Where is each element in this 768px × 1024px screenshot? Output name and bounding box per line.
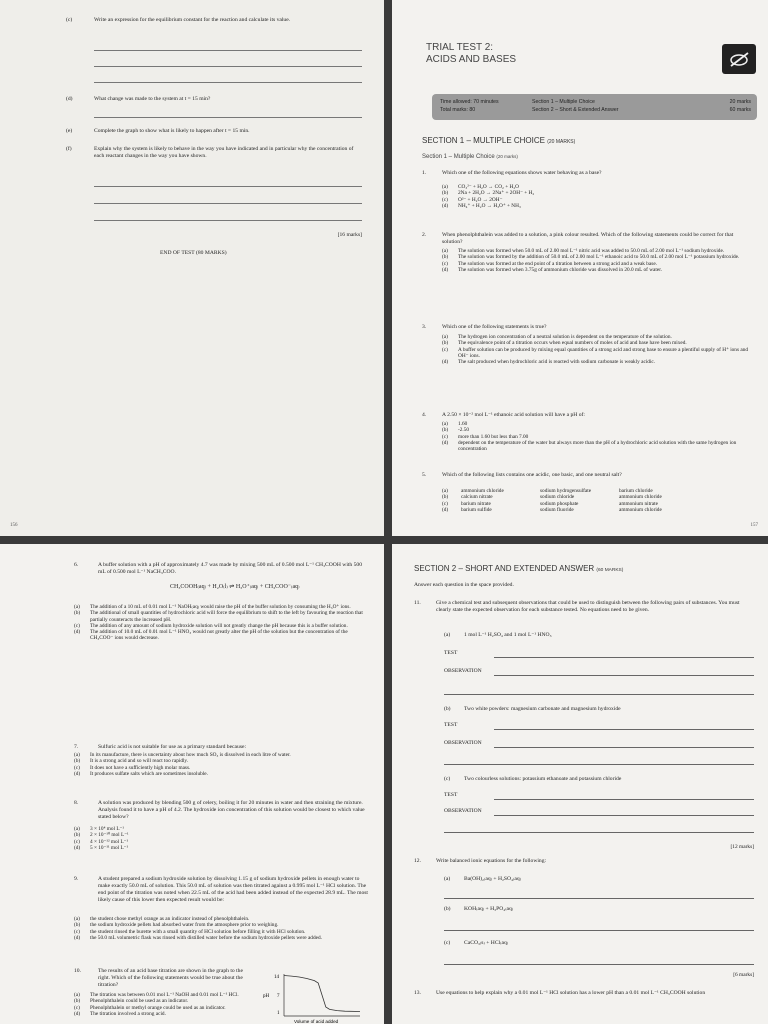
answer-line [494,729,754,730]
option-text: the 50.0 mL volumetric flask was rinsed with distilled water before the sodium hydroxide pellets were added. [90,934,322,941]
question-number: 7. [74,744,79,750]
option-text: 5 × 10⁻¹¹ mol L⁻¹ [90,844,129,851]
option-text: The solution was formed when 50.0 mL of 2.00 mol L⁻¹ nitric acid was added to 50.0 mL of 2.00 mol L⁻¹ sodium hydroxide. [458,248,725,254]
options-list [74,916,368,941]
part-text: 1 mol L⁻¹ H₂SO₄ and 1 mol L⁻¹ HNO₃ [464,632,552,638]
section-heading [414,564,623,573]
option-text: It is a strong acid and so will react too rapidly. [90,758,189,765]
answer-line [494,657,754,658]
observation-label: OBSERVATION [444,740,482,746]
question-text: Write an expression for the equilibrium constant for the reaction and calculate its value. [94,17,291,23]
equation-part: Ba(OH)₂₍aq₎ + H₂SO₄₍aq₎ [464,876,522,882]
section-heading-marks: (20 MARKS) [547,139,576,145]
option-letter: (a) [442,184,448,190]
option-text: more than 1.60 but less than 7.00 [458,433,529,440]
option-letter: (d) [74,770,81,777]
title-line-1: TRIAL TEST 2: [426,42,494,53]
y-tick-label: 14 [274,975,279,980]
table-cell: calcium nitrate [461,494,493,501]
table-row [442,494,698,500]
table-cell: ammonium nitrate [619,500,658,507]
question-text: A buffer solution with a pH of approximately 4.7 was made by mixing 500 mL of 0.500 mol L⁻¹ CH₃COOH with 500 mL of 0.500 mol L⁻¹ NaCH₃COO. [98,562,363,575]
options-list [442,334,754,365]
answer-line [94,220,362,221]
part-text: Two colourless solutions: potassium ethanoate and potassium chloride [464,776,622,782]
option-item [442,347,754,360]
table-cell: sodium chloride [540,494,575,501]
option-letter: (c) [74,1004,80,1011]
option-letter: (d) [442,359,449,366]
option-letter: (d) [74,1010,81,1017]
table-cell: sodium fluoride [540,507,574,514]
subheading-marks: (20 marks) [496,154,518,159]
y-tick-label: 7 [277,994,280,999]
part-label: (c) [444,940,451,946]
option-text: CO₃²⁻ + H₂O → CO₂ + H₂O [458,184,520,190]
option-text: A buffer solution can be produced by mixing equal quantities of a strong acid and strong base to ensure a plentiful supply of H⁺ ions and OH⁻ ions. [458,346,748,359]
question-text: Which of the following lists contains one acidic, one basic, and one neutral salt? [442,472,622,478]
question-number: 3. [422,324,427,330]
option-letter: (c) [74,838,80,845]
end-of-test: END OF TEST (80 MARKS) [160,250,227,256]
question-text: A solution was produced by blending 500 g of celery, boiling it for 20 minutes in water and then straining the mixture. Analysis found it to have a pH of 4.2. The hydroxide ion concentration of this solution would be closest to which value stated below? [98,800,365,820]
section2-label: Section 2 – Short & Extended Answer [532,107,619,113]
option-letter: (b) [74,922,81,929]
page-number: 156 [10,523,18,528]
option-text: The addition of a 10 mL of 0.01 mol L⁻¹ NaOH₍aq₎ would raise the pH of the buffer solution by consuming the H₃O⁺ ions. [90,604,351,610]
answer-line [444,694,754,695]
answer-line [494,747,754,748]
option-text: The titration involved a strong acid. [90,1010,166,1017]
question-label: (d) [66,96,73,102]
option-letter: (d) [442,507,449,514]
question-text: A student prepared a sodium hydroxide solution by dissolving 1.15 g of sodium hydroxide pellets in enough water to make exactly 50.0 mL of solution. This 50.0 mL of solution was then titrated against a 0.995 mol L⁻¹ HCl solution. The end point of the titration was noted when 22.5 mL of the acid had been added instead of the expected 28.9 mL. The most likely cause of this lower then expected result would be: [98,876,368,903]
option-text: It does not have a sufficiently high molar mass. [90,764,191,771]
option-letter: (d) [442,202,449,209]
option-text: The addition of 10.0 mL of 0.01 mol L⁻¹ HNO₃ would not greatly alter the pH of the solution but the concentration of the CH₃COO⁻ ions would decrease. [90,629,348,642]
part-text: Two white powders: magnesium carbonate and magnesium hydroxide [464,706,621,712]
option-text: The additional of small quantities of hydrochloric acid will force the equilibrium to shift to the left by favouring the reaction that partially counteracts the increased pH. [90,610,363,623]
total-label: Total marks: [440,107,468,113]
option-letter: (c) [74,622,80,629]
section-heading-marks: (60 MARKS) [596,568,624,573]
option-letter: (b) [74,998,81,1005]
option-letter: (b) [74,758,81,765]
question-text: Give a chemical test and subsequent observations that could be used to distinguish between the following pairs of substances. You must clearly state the expected observation for each substance tested. No equations need to be given. [436,600,740,613]
option-text: It produces sulfate salts which are sometimes insoluble. [90,770,208,777]
options-list [442,421,754,452]
page-159 [392,544,768,1024]
option-letter: (b) [442,190,449,197]
option-text: The solution was formed at the end point of a titration between a strong acid and a weak base. [458,260,658,267]
option-item [74,845,368,851]
answer-line [444,930,754,931]
y-axis-label: pH [263,994,270,999]
marks-label: [16 marks] [337,232,362,238]
question-text: Write balanced ionic equations for the following: [436,858,547,864]
option-letter: (b) [442,254,449,261]
answer-line [494,815,754,816]
option-text: 4 × 10⁻¹² mol L⁻¹ [90,838,129,845]
question-number: 1. [422,170,427,176]
question-label: (c) [66,17,73,23]
table-cell: ammonium chloride [619,494,662,501]
part-label: (c) [444,776,451,782]
options-list [442,248,754,273]
salt-table [442,488,698,514]
option-text: O²⁻ + H₂O → 2OH⁻ [458,196,503,203]
options-list [74,826,368,851]
page-158 [0,544,384,1024]
question-number: 8. [74,800,79,806]
section-heading [422,136,575,145]
section-heading-text: SECTION 2 – SHORT AND EXTENDED ANSWER [414,564,595,573]
table-cell: sodium hydrogensulfate [540,488,592,494]
x-axis-label: Volume of acid added [294,1019,339,1024]
part-label: (a) [444,876,451,882]
table-cell: barium nitrate [461,500,491,507]
option-item [74,771,368,777]
option-letter: (a) [74,826,80,832]
part-label: (b) [444,706,451,712]
option-letter: (a) [442,248,448,254]
option-text: NH₄⁺ + H₂O → H₃O⁺ + NH₃ [458,202,521,209]
option-letter: (d) [74,934,81,941]
part-label: (a) [444,632,451,638]
option-text: dependent on the temperature of the water but always more than the pH of a hydrochloric acid solution with the same hydrogen ion concentration [458,439,737,453]
option-text: the sodium hydroxide pellets had absorbed water from the atmosphere prior to weighing. [90,922,279,929]
marks-label: [12 marks] [730,844,754,850]
section-heading-text: SECTION 1 – MULTIPLE CHOICE [422,136,545,145]
titration-graph [256,972,372,1024]
option-letter: (a) [442,488,448,494]
test-icon [722,44,756,74]
option-letter: (c) [442,260,448,267]
answer-line [444,832,754,833]
test-label: TEST [444,650,458,656]
option-text: The solution was formed by the addition of 50.0 mL of 2.00 mol L⁻¹ ethanoic acid to 50.0 mL of 2.00 mol L⁻¹ potassium hydroxide. [458,254,740,261]
option-letter: (d) [74,844,81,851]
answer-line [444,764,754,765]
option-letter: (a) [74,916,80,922]
option-text: 3 × 10⁴ mol L⁻¹ [90,826,124,832]
page-156 [0,0,384,536]
table-cell: ammonium chloride [461,488,504,494]
answer-line [94,117,362,118]
option-text: The titration was between 0.01 mol L⁻¹ NaOH and 0.01 mol L⁻¹ HCl. [90,992,239,998]
option-letter: (b) [442,494,449,501]
question-text: Explain why the system is likely to behave in the way you have indicated and in particular why the concentration of each reactant changes in the way you have shown. [94,146,354,159]
question-text: Which one of the following statements is true? [442,324,547,330]
option-letter: (c) [442,346,448,353]
y-tick-label: 1 [277,1011,280,1016]
test-label: TEST [444,792,458,798]
option-item [74,935,368,941]
answer-line [94,186,362,187]
option-letter: (a) [442,334,448,340]
option-letter: (b) [74,832,81,839]
option-item [74,610,368,623]
table-cell: barium chloride [619,488,653,494]
option-letter: (b) [74,610,81,617]
observation-label: OBSERVATION [444,668,482,674]
answer-line [444,898,754,899]
answer-line [94,50,362,51]
option-item [442,203,752,209]
instruction: Answer each question in the space provided. [414,582,514,588]
section1-label: Section 1 – Multiple Choice [532,99,595,105]
equation-part: CaCO₃₍s₎ + HCl₍aq₎ [464,940,509,946]
options-list [442,184,752,209]
option-letter: (c) [74,928,80,935]
option-letter: (d) [442,266,449,273]
question-text: Use equations to help explain why a 0.01 mol L⁻¹ HCl solution has a lower pH than a 0.01 mol L⁻¹ CH₃COOH solution [436,990,706,996]
option-text: 2Na + 2H₂O → 2Na⁺ + 2OH⁻ + H₂ [458,190,535,197]
question-label: (f) [66,146,72,152]
answer-line [94,82,362,83]
option-text: 2 × 10⁻¹⁰ mol L⁻¹ [90,832,129,839]
question-text: The results of an acid base titration are shown in the graph to the right. Which of the following statements would be true about the titration? [98,968,243,988]
question-number: 13. [414,990,421,996]
option-text: The addition of any amount of sodium hydroxide solution will not greatly change the pH because this is a buffer solution. [90,622,348,629]
question-number: 6. [74,562,79,568]
options-list [74,752,368,777]
page-number: 157 [750,523,758,528]
time-label: Time allowed: [440,99,472,105]
question-text: What change was made to the system at t = 15 min? [94,96,211,102]
options-list [74,604,368,642]
option-letter: (a) [74,752,80,758]
option-item [442,440,754,453]
test-label: TEST [444,722,458,728]
answer-line [494,799,754,800]
equilibrium-equation: CH₃COOH₍aq₎ + H₂O₍l₎ ⇌ H₃O⁺₍aq₎ + CH₃COO⁻₍aq₎ [170,584,300,590]
question-number: 5. [422,472,427,478]
table-cell: sodium phosphate [540,500,579,507]
time-value: 70 minutes [473,99,499,105]
option-letter: (b) [442,340,449,347]
option-letter: (b) [442,427,449,434]
marks-label: [6 marks] [733,972,754,978]
table-cell: ammonium chloride [619,507,662,514]
option-letter: (a) [74,992,80,998]
equation-part: KOH₍aq₎ + H₃PO₄₍aq₎ [464,906,514,912]
question-number: 4. [422,412,427,418]
ph-curve [284,976,360,1012]
option-text: The equivalence point of a titration occurs when equal numbers of moles of acid and base have been mixed. [458,340,687,347]
option-item [74,1011,254,1017]
total-value: 80 [469,107,476,113]
observation-label: OBSERVATION [444,808,482,814]
question-number: 12. [414,858,421,864]
test-title [426,42,516,66]
option-letter: (c) [74,764,80,771]
question-number: 9. [74,876,79,882]
answer-line [94,203,362,204]
option-letter: (c) [442,433,448,440]
option-letter: (d) [74,629,81,636]
option-letter: (d) [442,439,449,446]
option-text: Phenolphthalein could be used as an indicator. [90,998,189,1005]
question-text: When phenolphthalein was added to a solution, a pink colour resulted. Which of the following statements could be correct for that solution? [442,232,734,245]
option-text: the student rinsed the burette with a small quantity of HCl solution before filling it with HCl solution. [90,928,306,935]
question-text: A 2.50 × 10⁻² mol L⁻¹ ethanoic acid solution will have a pH of: [442,412,585,418]
part-label: (b) [444,906,451,912]
option-text: The hydrogen ion concentration of a neutral solution is dependent on the temperature of the solution. [458,334,672,340]
question-number: 10. [74,968,81,974]
answer-line [494,675,754,676]
question-label: (e) [66,128,73,134]
options-list [74,992,254,1017]
option-text: The solution was formed when 3.75g of ammonium chloride was dissolved in 20.0 mL of water. [458,266,662,273]
question-text: Which one of the following equations shows water behaving as a base? [442,170,602,176]
question-text: Sulfuric acid is not suitable for use as a primary standard because: [98,744,247,750]
option-text: -2.50 [458,427,470,434]
option-text: 1.60 [458,421,468,427]
answer-line [94,66,362,67]
section2-marks: 60 marks [729,107,751,113]
subheading [422,154,518,160]
question-number: 11. [414,600,421,606]
option-letter: (a) [442,421,448,427]
info-box [432,94,757,120]
table-row [442,507,698,513]
option-text: The salt produced when hydrochloric acid is reacted with sodium carbonate is weakly acidic. [458,359,656,366]
question-text: Complete the graph to show what is likely to happen after t = 15 min. [94,128,250,134]
table-cell: barium sulfide [461,507,492,514]
title-line-2: ACIDS AND BASES [426,54,517,65]
option-item [442,359,754,365]
option-letter: (c) [442,196,448,203]
question-number: 2. [422,232,427,238]
option-letter: (a) [74,604,80,610]
answer-line [444,964,754,965]
option-letter: (c) [442,500,448,507]
option-text: the student chose methyl orange as an indicator instead of phenolphthalein. [90,916,250,922]
option-item [442,267,754,273]
subheading-text: Section 1 – Multiple Choice [422,154,495,160]
section1-marks: 20 marks [729,99,751,105]
option-text: Phenolphthalein or methyl orange could be used as an indicator. [90,1004,226,1011]
page-157 [392,0,768,536]
option-text: In its manufacture, there is uncertainty about how much SO₃ is dissolved in each litre of water. [90,752,291,758]
option-item [74,629,368,642]
